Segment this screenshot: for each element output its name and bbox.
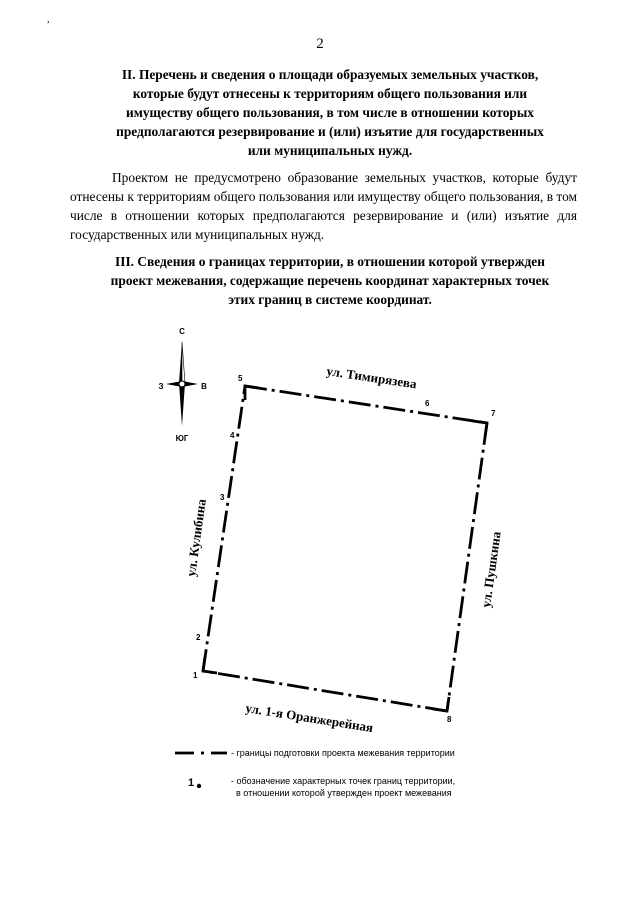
point-label: 8 <box>447 715 452 724</box>
section-3-line: этих границ в системе координат. <box>228 292 432 307</box>
legend-point-number: 1 <box>188 777 195 789</box>
compass-north: С <box>179 327 185 336</box>
section-2-line: II. Перечень и сведения о площади образуемых земельных участков, <box>121 67 539 82</box>
page-number: 2 <box>316 36 324 52</box>
body-paragraph: Проектом не предусмотрено образование земельных участков, которые будут отнесены к территориям общего пользования или имуществу общего пользования, в том числе в отношении которых предполагаются резервирование и (или) изъятие для государственных или муниципальных нужд. <box>70 170 577 242</box>
point-label: 7 <box>491 409 496 418</box>
section-2-line: которые будут отнесены к территориям общего пользования или <box>132 86 528 101</box>
street-left: ул. Кулибина <box>183 498 209 578</box>
territory-boundary <box>203 386 487 711</box>
legend-point-text-2: в отношении которой утвержден проект межевания <box>236 788 452 798</box>
street-right: ул. Пушкина <box>478 530 504 609</box>
point-label: 3 <box>220 493 225 502</box>
stray-mark: , <box>47 14 50 25</box>
section-2-line: или муниципальных нужд. <box>247 143 413 158</box>
section-3-line: проект межевания, содержащие перечень координат характерных точек <box>110 273 550 288</box>
point-label: 5 <box>238 374 243 383</box>
legend-point-text-1: - обозначение характерных точек границ территории, <box>231 776 456 786</box>
section-3-line: III. Сведения о границах территории, в отношении которой утвержден <box>115 254 545 269</box>
point-label: 6 <box>425 399 430 408</box>
point-label: 4 <box>230 431 235 440</box>
section-2-line: имуществу общего пользования, в том числе в отношении которых <box>126 105 534 120</box>
point-label: 1 <box>193 671 198 680</box>
street-bottom: ул. 1-я Оранжерейная <box>244 700 375 736</box>
point-label: 2 <box>196 633 201 642</box>
compass-rose-icon <box>158 327 207 443</box>
compass-west: З <box>158 382 164 391</box>
compass-south: ЮГ <box>175 434 189 443</box>
compass-east: В <box>201 382 207 391</box>
legend-line-text: - границы подготовки проекта межевания территории <box>231 748 455 758</box>
street-top: ул. Тимирязева <box>325 363 418 392</box>
legend-point-symbol <box>188 777 201 789</box>
section-2-line: предполагаются резервирование и (или) изъятие для государственных <box>116 124 544 139</box>
